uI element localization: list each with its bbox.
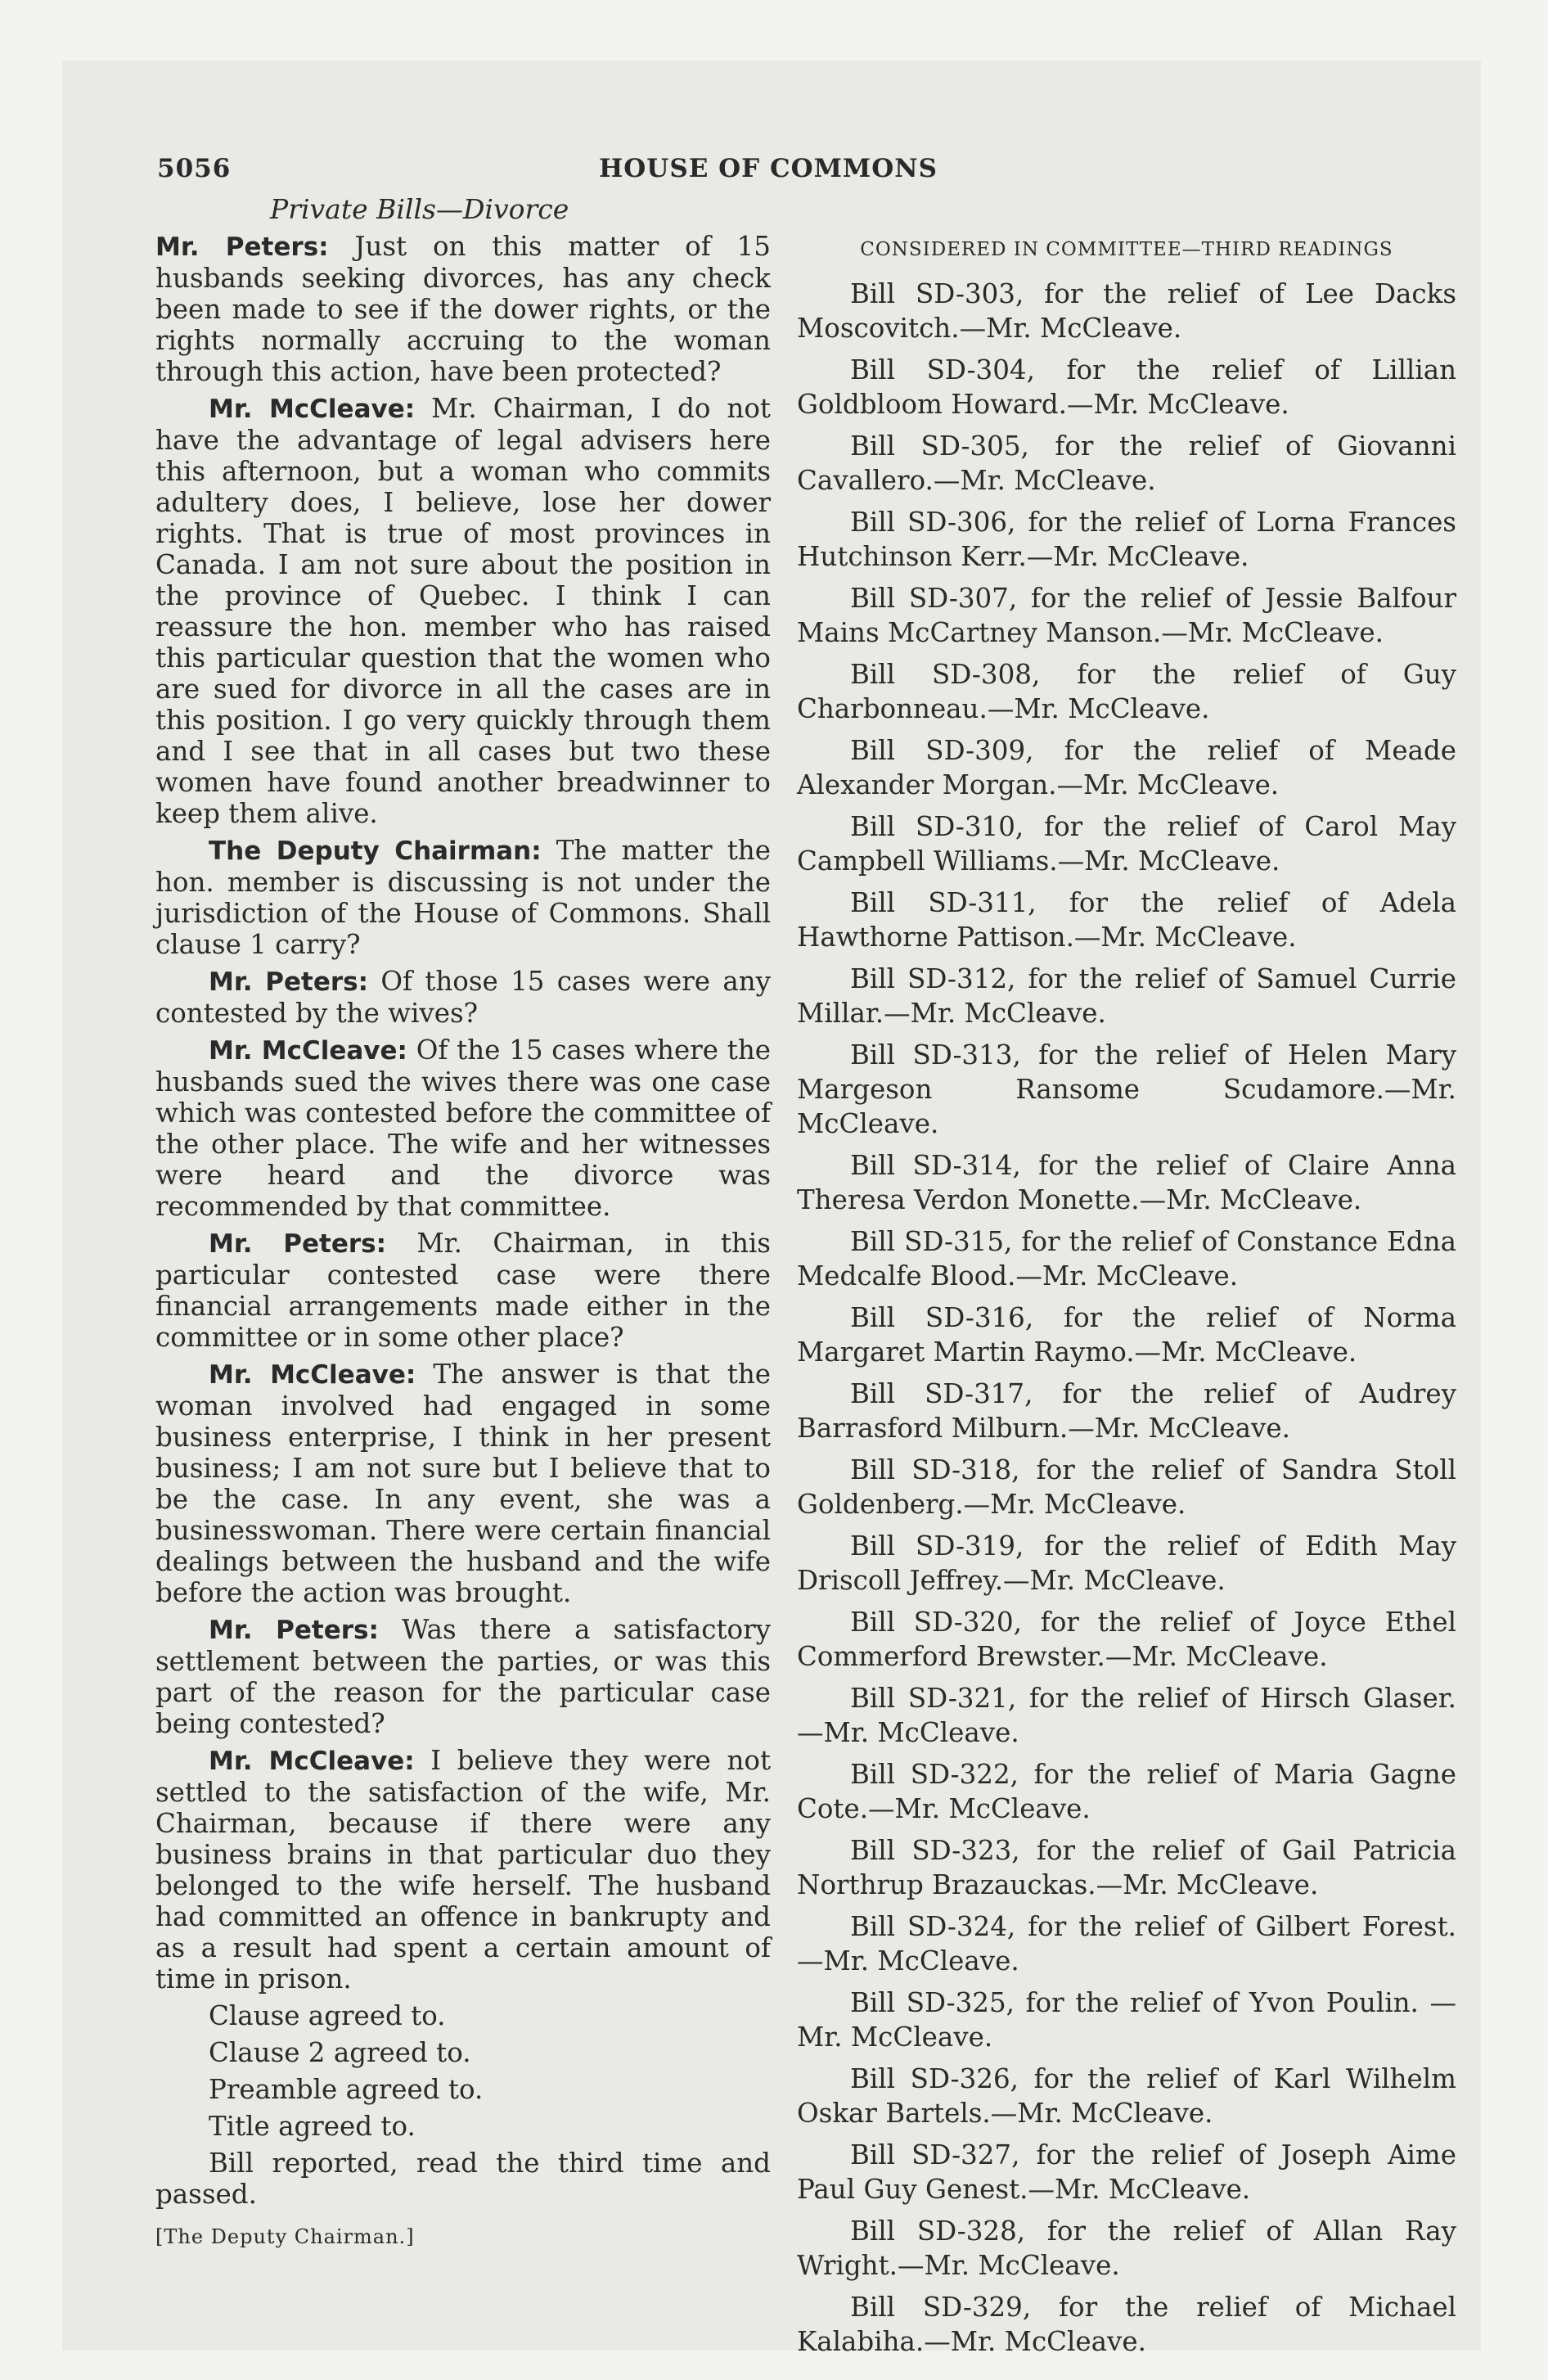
bill-entry: Bill SD-329, for the relief of Michael Kalabiha.—Mr. McCleave. (797, 2292, 1456, 2357)
bill-entry: Bill SD-311, for the relief of Adela Hawthorne Pattison.—Mr. McCleave. (797, 887, 1456, 953)
speaker-name: The Deputy Chairman: (209, 836, 542, 866)
speaker-name: Mr. McCleave: (209, 1747, 415, 1776)
bill-entry: Bill SD-326, for the relief of Karl Wilhelm Oskar Bartels.—Mr. McCleave. (797, 2063, 1456, 2129)
speech-paragraph (155, 835, 771, 960)
speaker-name: Mr. Peters: (209, 967, 368, 997)
bill-entry: Bill SD-321, for the relief of Hirsch Glaser. —Mr. McCleave. (797, 1683, 1456, 1748)
bill-entry: Bill SD-303, for the relief of Lee Dacks Moscovitch.—Mr. McCleave. (797, 278, 1456, 344)
bill-entry: Bill SD-308, for the relief of Guy Charbonneau.—Mr. McCleave. (797, 659, 1456, 724)
speech-text: Of the 15 cases where the husbands sued the wives there was one case which was contested before the committee of the other place. The wife and her witnesses were heard and the divorce was recommended by that committee. (155, 1034, 771, 1222)
page-title: HOUSE OF COMMONS (599, 154, 938, 183)
bill-entry: Bill SD-307, for the relief of Jessie Balfour Mains McCartney Manson.—Mr. McCleave. (797, 583, 1456, 648)
procedural-note (155, 2000, 771, 2031)
speech-text: Was there a satisfactory settlement between the parties, or was this part of the reason for the particular case being contested? (155, 1614, 771, 1739)
speaker-name: Mr. McCleave: (209, 1036, 407, 1066)
speech-text: Bill reported, read the third time and passed. (155, 2148, 771, 2210)
speech-text: I believe they were not settled to the satisfaction of the wife, Mr. Chairman, because if there were any business brains in that particular duo they belonged to the wife herself. The husband had committed an offence in bankrupty and as a result had spent a certain amount of time in prison. (155, 1745, 771, 1995)
bill-entry: Bill SD-323, for the relief of Gail Patricia Northrup Brazauckas.—Mr. McCleave. (797, 1835, 1456, 1900)
bill-entry: Bill SD-306, for the relief of Lorna Frances Hutchinson Kerr.—Mr. McCleave. (797, 507, 1456, 572)
bill-entry: Bill SD-322, for the relief of Maria Gagne Cote.—Mr. McCleave. (797, 1759, 1456, 1824)
bill-entry: Bill SD-317, for the relief of Audrey Barrasford Milburn.—Mr. McCleave. (797, 1378, 1456, 1444)
bill-entry: Bill SD-310, for the relief of Carol May Campbell Williams.—Mr. McCleave. (797, 811, 1456, 877)
speech-text: Of those 15 cases were any contested by the wives? (155, 966, 772, 1029)
speech-paragraph (155, 1614, 771, 1739)
speaker-name: Mr. Peters: (155, 232, 329, 262)
section-subtitle: Private Bills—Divorce (270, 193, 569, 225)
speech-text: Title agreed to. (209, 2111, 416, 2142)
speaker-name: Mr. McCleave: (209, 1360, 416, 1390)
speech-paragraph (155, 393, 771, 829)
speaker-name: Mr. Peters: (209, 1616, 379, 1645)
speech-paragraph (155, 231, 771, 387)
bill-entry: Bill SD-315, for the relief of Constance Edna Medcalfe Blood.—Mr. McCleave. (797, 1226, 1456, 1291)
speech-text: Clause agreed to. (209, 2000, 446, 2031)
speech-text: Preamble agreed to. (209, 2074, 484, 2105)
speaker-name: Mr. Peters: (209, 1229, 387, 1259)
bill-entry: Bill SD-319, for the relief of Edith May Driscoll Jeffrey.—Mr. McCleave. (797, 1530, 1456, 1596)
speech-text: Clause 2 agreed to. (209, 2037, 471, 2068)
page-number: 5056 (157, 154, 232, 183)
bill-entry: Bill SD-318, for the relief of Sandra Stoll Goldenberg.—Mr. McCleave. (797, 1454, 1456, 1520)
speech-text: Mr. Chairman, in this particular contested case were there financial arrangements made either in the committee or in some other place? (155, 1228, 771, 1353)
speech-paragraph (155, 1034, 771, 1222)
procedural-note (155, 2148, 771, 2210)
bill-entry: Bill SD-324, for the relief of Gilbert Forest. —Mr. McCleave. (797, 1911, 1456, 1977)
procedural-note (155, 2111, 771, 2142)
speech-text: Mr. Chairman, I do not have the advantage of legal advisers here this afternoon, but a woman who commits adultery does, I believe, lose her dower rights. That is true of most provinces in Canada. I am not sure about the position in the province of Quebec. I think I can reassure the hon. member who has raised this particular question that the women who are sued for divorce in all the cases are in this position. I go very quickly through them and I see that in all cases but two these women have found another breadwinner to keep them alive. (155, 393, 771, 829)
bill-entry: Bill SD-316, for the relief of Norma Margaret Martin Raymo.—Mr. McCleave. (797, 1302, 1456, 1368)
bill-entry: Bill SD-312, for the relief of Samuel Currie Millar.—Mr. McCleave. (797, 963, 1456, 1029)
bill-entry: Bill SD-313, for the relief of Helen Mary Margeson Ransome Scudamore.—Mr. McCleave. (797, 1039, 1456, 1139)
bill-entry: Bill SD-325, for the relief of Yvon Poulin. —Mr. McCleave. (797, 1987, 1456, 2053)
speech-text: The matter the hon. member is discussing is not under the jurisdiction of the House of Commons. Shall clause 1 carry? (155, 835, 771, 960)
speech-text: The answer is that the woman involved had engaged in some business enterprise, I think in her present business; I am not sure but I believe that to be the case. In any event, she was a businesswoman. There were certain financial dealings between the husband and the wife before the action was brought. (155, 1359, 771, 1608)
bill-entry: Bill SD-320, for the relief of Joyce Ethel Commerford Brewster.—Mr. McCleave. (797, 1607, 1456, 1672)
speech-paragraph (155, 1745, 771, 1995)
bill-entry: Bill SD-328, for the relief of Allan Ray Wright.—Mr. McCleave. (797, 2215, 1456, 2281)
speech-paragraph (155, 1359, 771, 1608)
right-column (797, 234, 1456, 2366)
bill-entry: Bill SD-327, for the relief of Joseph Aime Paul Guy Genest.—Mr. McCleave. (797, 2139, 1456, 2205)
speech-paragraph (155, 966, 771, 1029)
presiding-officer-tag: [The Deputy Chairman.] (155, 2225, 415, 2248)
procedural-note (155, 2074, 771, 2105)
bill-entry: Bill SD-309, for the relief of Meade Alexander Morgan.—Mr. McCleave. (797, 735, 1456, 800)
section-heading: CONSIDERED IN COMMITTEE—THIRD READINGS (860, 239, 1393, 260)
bill-entry: Bill SD-305, for the relief of Giovanni Cavallero.—Mr. McCleave. (797, 430, 1456, 496)
speech-paragraph (155, 1228, 771, 1353)
left-column (155, 231, 771, 2252)
speech-text: Just on this matter of 15 husbands seeking divorces, has any check been made to see if the dower rights, or the rights normally accruing to the woman through this action, have been protected? (155, 231, 771, 387)
bill-entry: Bill SD-314, for the relief of Claire Anna Theresa Verdon Monette.—Mr. McCleave. (797, 1150, 1456, 1215)
speaker-name: Mr. McCleave: (209, 394, 416, 424)
bill-entry: Bill SD-304, for the relief of Lillian Goldbloom Howard.—Mr. McCleave. (797, 354, 1456, 420)
procedural-note (155, 2037, 771, 2068)
